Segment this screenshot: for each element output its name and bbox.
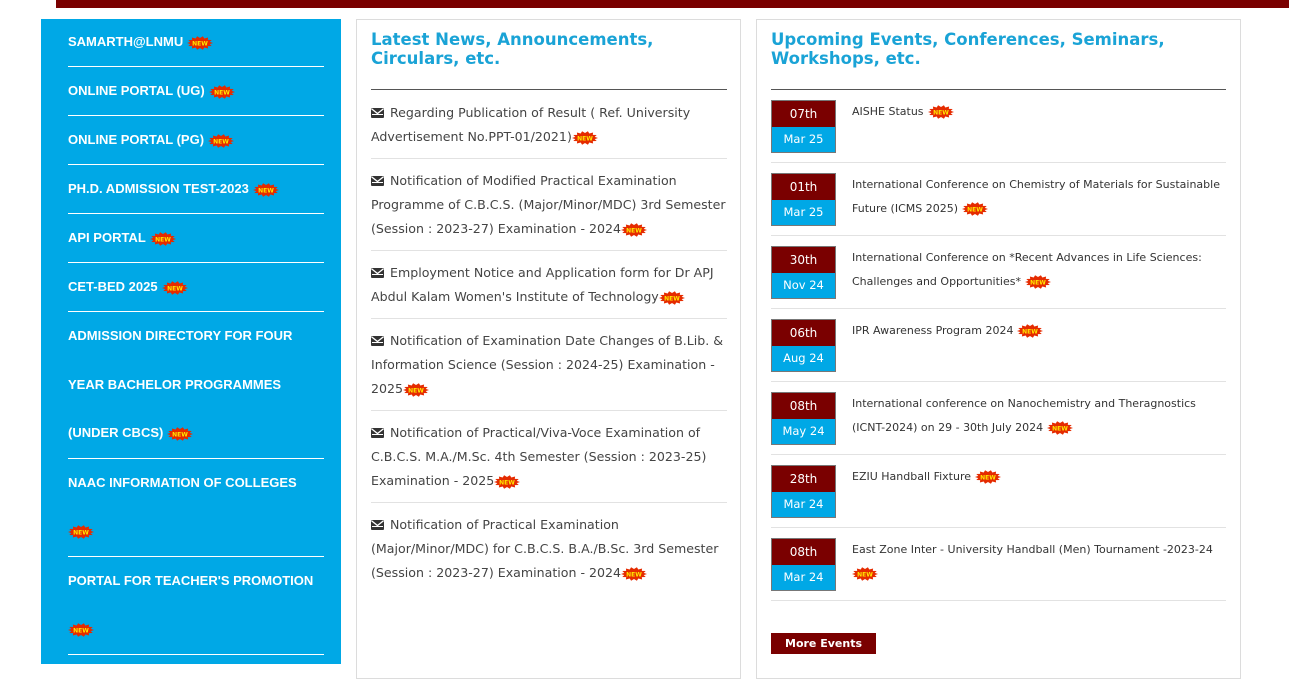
new-badge-icon — [621, 223, 647, 237]
new-badge-icon — [659, 291, 685, 305]
event-month: Mar 25 — [772, 127, 835, 152]
event-item[interactable] — [771, 455, 1226, 528]
envelope-icon — [371, 176, 384, 186]
events-list — [771, 90, 1226, 601]
event-date — [771, 173, 836, 226]
svg-text:NEW: NEW — [626, 571, 642, 578]
sidebar-item-online-portal-pg[interactable] — [68, 116, 324, 165]
svg-text:NEW: NEW — [213, 138, 229, 146]
event-date — [771, 392, 836, 445]
sidebar-item-label: SAMARTH@LNMU — [68, 34, 184, 49]
new-badge-icon — [167, 427, 193, 441]
svg-text:NEW: NEW — [980, 474, 996, 482]
events-panel-title: Upcoming Events, Conferences, Seminars, Workshops, etc. — [771, 20, 1226, 90]
svg-text:NEW: NEW — [1022, 328, 1039, 336]
envelope-icon — [371, 428, 384, 438]
latest-news-panel — [356, 19, 741, 679]
upcoming-events-panel — [756, 19, 1241, 679]
event-month: May 24 — [772, 419, 835, 444]
new-badge-icon — [852, 567, 878, 581]
event-title: International Conference on Chemistry of Materials for Sustainable Future (ICMS 2025) — [852, 178, 1220, 215]
event-item[interactable] — [771, 382, 1226, 455]
event-text — [852, 319, 1222, 381]
event-day: 28th — [772, 466, 835, 492]
news-item-text: Notification of Modified Practical Examination Programme of C.B.C.S. (Major/Minor/MDC) 3rd Semester (Session : 2023-27) Examination - 2024 — [371, 173, 726, 236]
event-title: AISHE Status — [852, 105, 924, 118]
news-item-text: Notification of Practical/Viva-Voce Examination of C.B.C.S. M.A./M.Sc. 4th Semester (Session : 2023-25) Examination - 2025 — [371, 425, 707, 488]
sidebar-item-admission-directory[interactable] — [68, 312, 324, 459]
envelope-icon — [371, 336, 384, 346]
svg-text:NEW: NEW — [967, 206, 983, 214]
event-text — [852, 538, 1222, 600]
svg-text:NEW: NEW — [154, 236, 171, 244]
svg-text:NEW: NEW — [408, 387, 424, 394]
event-date — [771, 538, 836, 591]
envelope-icon — [371, 108, 384, 118]
new-badge-icon — [928, 105, 954, 119]
svg-text:NEW: NEW — [172, 431, 189, 439]
event-day: 08th — [772, 539, 835, 565]
new-badge-icon — [494, 475, 520, 489]
event-month: Mar 24 — [772, 492, 835, 517]
news-item-text: Notification of Examination Date Changes of B.Lib. & Information Science (Session : 2024-25) Examination - 2025 — [371, 333, 724, 396]
event-text — [852, 246, 1222, 308]
event-month: Mar 24 — [772, 565, 835, 590]
sidebar-item-naac-information[interactable] — [68, 459, 324, 557]
event-item[interactable] — [771, 528, 1226, 601]
svg-text:NEW: NEW — [1052, 425, 1068, 433]
event-month: Nov 24 — [772, 273, 835, 298]
sidebar-item-label: API PORTAL — [68, 230, 146, 245]
sidebar-item-online-portal-ug[interactable] — [68, 67, 324, 116]
new-badge-icon — [187, 36, 213, 50]
event-title: International conference on Nanochemistry and Theragnostics (ICNT-2024) on 29 - 30th July 2024 — [852, 397, 1196, 434]
new-badge-icon — [68, 525, 94, 539]
new-badge-icon — [1025, 275, 1051, 289]
event-date — [771, 465, 836, 518]
new-badge-icon — [403, 383, 429, 397]
event-date — [771, 246, 836, 299]
sidebar-item-label: CET-BED 2025 — [68, 279, 158, 294]
event-title: EZIU Handball Fixture — [852, 470, 972, 483]
new-badge-icon — [150, 232, 176, 246]
event-title: East Zone Inter - University Handball (Men) Tournament -2023-24 — [852, 543, 1213, 556]
new-badge-icon — [1017, 324, 1043, 338]
news-list — [371, 90, 727, 594]
news-item-text: Regarding Publication of Result ( Ref. University Advertisement No.PPT-01/2021) — [371, 105, 691, 144]
more-events-button[interactable]: More Events — [771, 633, 876, 654]
svg-text:NEW: NEW — [166, 285, 183, 293]
sidebar-item-cet-bed[interactable] — [68, 263, 324, 312]
event-text — [852, 100, 1222, 162]
new-badge-icon — [162, 281, 188, 295]
event-title: International Conference on *Recent Advances in Life Sciences: Challenges and Opportunities* — [852, 251, 1202, 288]
svg-text:NEW: NEW — [213, 89, 230, 97]
event-item[interactable] — [771, 309, 1226, 382]
new-badge-icon — [962, 202, 988, 216]
top-banner-bar — [56, 0, 1289, 8]
event-title: IPR Awareness Program 2024 — [852, 324, 1014, 337]
event-month: Aug 24 — [772, 346, 835, 371]
sidebar-item-api-portal[interactable] — [68, 214, 324, 263]
event-text — [852, 465, 1222, 527]
sidebar-item-label: PORTAL FOR TEACHER'S PROMOTION — [68, 572, 314, 588]
svg-text:NEW: NEW — [1030, 279, 1046, 287]
svg-text:NEW: NEW — [626, 227, 642, 234]
new-badge-icon — [975, 470, 1001, 484]
sidebar-item-label: ONLINE PORTAL (UG) — [68, 83, 205, 98]
new-badge-icon — [209, 85, 235, 99]
sidebar-item-label: ONLINE PORTAL (PG) — [68, 132, 205, 147]
new-badge-icon — [68, 623, 94, 637]
event-item[interactable] — [771, 236, 1226, 309]
sidebar-item-label: PH.D. ADMISSION TEST-2023 — [68, 181, 249, 196]
sidebar-item-teacher-promotion[interactable] — [68, 557, 324, 655]
news-item[interactable] — [371, 159, 727, 251]
svg-text:NEW: NEW — [73, 529, 89, 537]
new-badge-icon — [253, 183, 279, 197]
svg-text:NEW: NEW — [499, 479, 516, 486]
new-badge-icon — [572, 131, 598, 145]
event-day: 06th — [772, 320, 835, 346]
sidebar-item-samarth[interactable] — [68, 19, 324, 67]
event-item[interactable] — [771, 90, 1226, 163]
news-panel-title: Latest News, Announcements, Circulars, etc. — [371, 20, 727, 90]
event-day: 07th — [772, 101, 835, 127]
event-date — [771, 100, 836, 153]
sidebar — [41, 19, 341, 664]
news-item[interactable] — [371, 503, 727, 594]
news-item[interactable] — [371, 251, 727, 319]
svg-text:NEW: NEW — [257, 187, 274, 195]
event-text — [852, 392, 1222, 454]
news-item-text: Employment Notice and Application form for Dr APJ Abdul Kalam Women's Institute of Technology — [371, 265, 714, 304]
svg-text:NEW: NEW — [932, 109, 949, 117]
news-item[interactable] — [371, 319, 727, 411]
svg-text:NEW: NEW — [577, 135, 593, 142]
envelope-icon — [371, 268, 384, 278]
svg-text:NEW: NEW — [857, 571, 873, 579]
new-badge-icon — [621, 567, 647, 581]
event-month: Mar 25 — [772, 200, 835, 225]
news-item-text: Notification of Practical Examination (Major/Minor/MDC) for C.B.C.S. B.A./B.Sc. 3rd Semester (Session : 2023-27) Examination - 2024 — [371, 517, 719, 580]
event-date — [771, 319, 836, 372]
event-day: 01th — [772, 174, 835, 200]
new-badge-icon — [208, 134, 234, 148]
sidebar-item-label: NAAC INFORMATION OF COLLEGES — [68, 474, 297, 490]
news-item[interactable] — [371, 411, 727, 503]
event-item[interactable] — [771, 163, 1226, 236]
envelope-icon — [371, 520, 384, 530]
svg-text:NEW: NEW — [73, 627, 89, 635]
sidebar-item-phd-admission-test[interactable] — [68, 165, 324, 214]
sidebar-item-label: ADMISSION DIRECTORY FOR FOUR YEAR BACHELOR PROGRAMMES (UNDER CBCS) — [68, 328, 293, 440]
event-day: 08th — [772, 393, 835, 419]
new-badge-icon — [1047, 421, 1073, 435]
event-text — [852, 173, 1222, 235]
svg-text:NEW: NEW — [192, 40, 209, 48]
svg-text:NEW: NEW — [663, 295, 680, 302]
event-day: 30th — [772, 247, 835, 273]
news-item[interactable] — [371, 90, 727, 159]
